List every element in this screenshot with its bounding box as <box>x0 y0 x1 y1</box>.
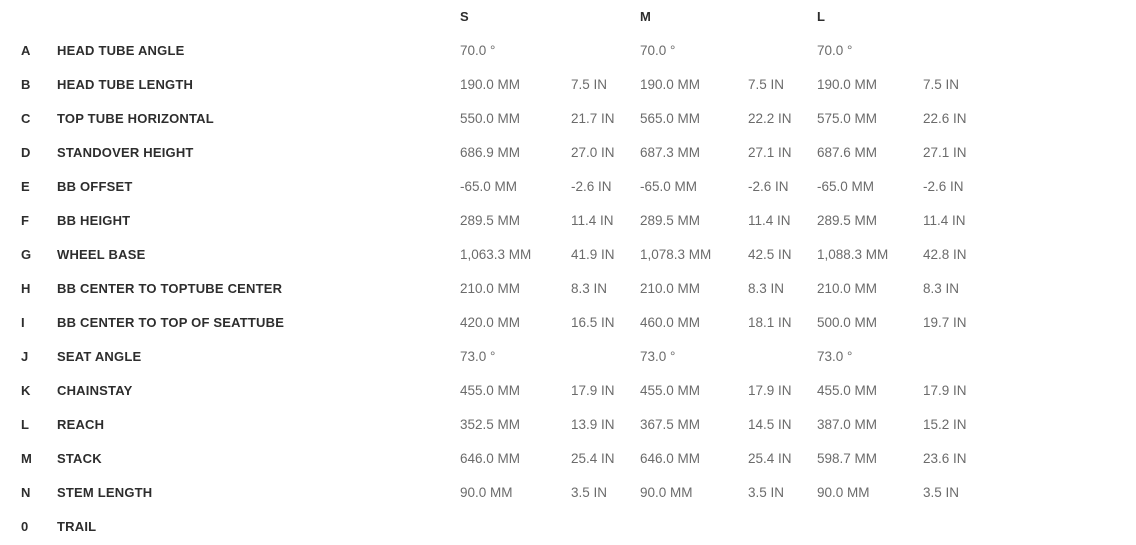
value-m-in: 7.5 IN <box>748 77 785 92</box>
value-s-mm: 289.5 MM <box>460 213 521 228</box>
value-l-in: 11.4 IN <box>923 213 966 228</box>
value-s-mm: 70.0 ° <box>460 43 496 58</box>
table-row <box>21 306 1136 340</box>
value-l-in: 19.7 IN <box>923 315 967 330</box>
value-s-in: 41.9 IN <box>571 247 615 262</box>
value-l-mm: 387.0 MM <box>817 417 878 432</box>
value-s-mm: 73.0 ° <box>460 349 496 364</box>
value-m-in: 25.4 IN <box>748 451 792 466</box>
table-row <box>21 170 1136 204</box>
value-s-in: -2.6 IN <box>571 179 612 194</box>
value-m-mm: 210.0 MM <box>640 281 701 296</box>
table-row <box>21 442 1136 476</box>
row-name: TRAIL <box>57 519 97 534</box>
table-row <box>21 102 1136 136</box>
value-l-mm: 1,088.3 MM <box>817 247 889 262</box>
row-name: HEAD TUBE ANGLE <box>57 43 185 58</box>
value-s-mm: 90.0 MM <box>460 485 513 500</box>
value-l-in: 17.9 IN <box>923 383 967 398</box>
value-m-mm: 565.0 MM <box>640 111 701 126</box>
table-row <box>21 476 1136 510</box>
value-m-mm: 367.5 MM <box>640 417 701 432</box>
value-l-in: 22.6 IN <box>923 111 967 126</box>
value-l-in: 7.5 IN <box>923 77 960 92</box>
row-name: BB OFFSET <box>57 179 133 194</box>
value-s-in: 8.3 IN <box>571 281 608 296</box>
row-name: BB HEIGHT <box>57 213 131 228</box>
value-s-mm: 646.0 MM <box>460 451 521 466</box>
size-header-m: M <box>640 9 651 24</box>
value-l-mm: 90.0 MM <box>817 485 870 500</box>
value-s-mm: 455.0 MM <box>460 383 521 398</box>
table-row <box>21 408 1136 442</box>
row-name: BB CENTER TO TOP OF SEATTUBE <box>57 315 285 330</box>
table-row <box>21 68 1136 102</box>
row-letter: H <box>21 281 31 296</box>
table-row <box>21 272 1136 306</box>
value-l-in: 42.8 IN <box>923 247 967 262</box>
value-m-in: 42.5 IN <box>748 247 792 262</box>
row-letter: C <box>21 111 31 126</box>
value-s-in: 25.4 IN <box>571 451 615 466</box>
size-header-l: L <box>817 9 825 24</box>
value-s-mm: 550.0 MM <box>460 111 521 126</box>
value-m-in: 17.9 IN <box>748 383 792 398</box>
value-m-in: 27.1 IN <box>748 145 792 160</box>
value-s-in: 21.7 IN <box>571 111 615 126</box>
value-m-mm: 646.0 MM <box>640 451 701 466</box>
table-row <box>21 374 1136 408</box>
value-m-in: 8.3 IN <box>748 281 785 296</box>
value-l-mm: 500.0 MM <box>817 315 878 330</box>
table-row <box>21 510 1136 544</box>
row-name: STEM LENGTH <box>57 485 153 500</box>
row-letter: J <box>21 349 29 364</box>
row-letter: M <box>21 451 32 466</box>
row-letter: 0 <box>21 519 29 534</box>
value-m-in: 14.5 IN <box>748 417 792 432</box>
value-l-in: 3.5 IN <box>923 485 960 500</box>
row-name: SEAT ANGLE <box>57 349 142 364</box>
table-body <box>21 34 1136 544</box>
row-name: WHEEL BASE <box>57 247 146 262</box>
value-m-mm: 687.3 MM <box>640 145 701 160</box>
value-s-mm: 420.0 MM <box>460 315 521 330</box>
value-l-in: 27.1 IN <box>923 145 967 160</box>
value-l-mm: 70.0 ° <box>817 43 853 58</box>
value-m-mm: 190.0 MM <box>640 77 701 92</box>
value-s-mm: 190.0 MM <box>460 77 521 92</box>
value-l-mm: 687.6 MM <box>817 145 878 160</box>
value-s-in: 3.5 IN <box>571 485 608 500</box>
value-m-mm: 289.5 MM <box>640 213 701 228</box>
row-letter: F <box>21 213 29 228</box>
row-letter: D <box>21 145 31 160</box>
value-m-in: 18.1 IN <box>748 315 792 330</box>
row-name: CHAINSTAY <box>57 383 133 398</box>
value-s-in: 13.9 IN <box>571 417 615 432</box>
value-l-mm: 575.0 MM <box>817 111 878 126</box>
value-m-in: -2.6 IN <box>748 179 789 194</box>
value-m-mm: 1,078.3 MM <box>640 247 712 262</box>
value-l-in: 23.6 IN <box>923 451 967 466</box>
value-s-in: 7.5 IN <box>571 77 608 92</box>
row-letter: K <box>21 383 31 398</box>
value-l-mm: 73.0 ° <box>817 349 853 364</box>
value-s-mm: 352.5 MM <box>460 417 521 432</box>
row-name: TOP TUBE HORIZONTAL <box>57 111 214 126</box>
row-letter: L <box>21 417 29 432</box>
value-l-mm: 289.5 MM <box>817 213 878 228</box>
row-letter: B <box>21 77 31 92</box>
value-s-mm: 1,063.3 MM <box>460 247 532 262</box>
table-row <box>21 136 1136 170</box>
value-m-mm: 90.0 MM <box>640 485 693 500</box>
value-s-in: 11.4 IN <box>571 213 614 228</box>
value-m-mm: 73.0 ° <box>640 349 676 364</box>
value-m-in: 22.2 IN <box>748 111 792 126</box>
size-header-s: S <box>460 9 469 24</box>
row-letter: I <box>21 315 25 330</box>
value-s-mm: 686.9 MM <box>460 145 521 160</box>
value-l-in: 8.3 IN <box>923 281 960 296</box>
row-letter: E <box>21 179 30 194</box>
table-row <box>21 34 1136 68</box>
table-row <box>21 238 1136 272</box>
row-name: STACK <box>57 451 102 466</box>
row-name: BB CENTER TO TOPTUBE CENTER <box>57 281 283 296</box>
table-row <box>21 340 1136 374</box>
value-s-in: 17.9 IN <box>571 383 615 398</box>
row-letter: G <box>21 247 32 262</box>
value-m-mm: 460.0 MM <box>640 315 701 330</box>
row-name: HEAD TUBE LENGTH <box>57 77 194 92</box>
value-m-mm: 70.0 ° <box>640 43 676 58</box>
value-s-mm: -65.0 MM <box>460 179 518 194</box>
value-s-in: 27.0 IN <box>571 145 615 160</box>
row-letter: A <box>21 43 31 58</box>
value-m-mm: 455.0 MM <box>640 383 701 398</box>
value-s-mm: 210.0 MM <box>460 281 521 296</box>
table-row <box>21 204 1136 238</box>
value-l-in: -2.6 IN <box>923 179 964 194</box>
value-m-in: 11.4 IN <box>748 213 791 228</box>
value-s-in: 16.5 IN <box>571 315 615 330</box>
value-m-in: 3.5 IN <box>748 485 785 500</box>
row-letter: N <box>21 485 31 500</box>
value-l-in: 15.2 IN <box>923 417 967 432</box>
value-m-mm: -65.0 MM <box>640 179 698 194</box>
size-header-row <box>21 0 1136 34</box>
value-l-mm: 455.0 MM <box>817 383 878 398</box>
row-name: STANDOVER HEIGHT <box>57 145 194 160</box>
value-l-mm: 598.7 MM <box>817 451 878 466</box>
row-name: REACH <box>57 417 105 432</box>
value-l-mm: 210.0 MM <box>817 281 878 296</box>
value-l-mm: -65.0 MM <box>817 179 875 194</box>
value-l-mm: 190.0 MM <box>817 77 878 92</box>
